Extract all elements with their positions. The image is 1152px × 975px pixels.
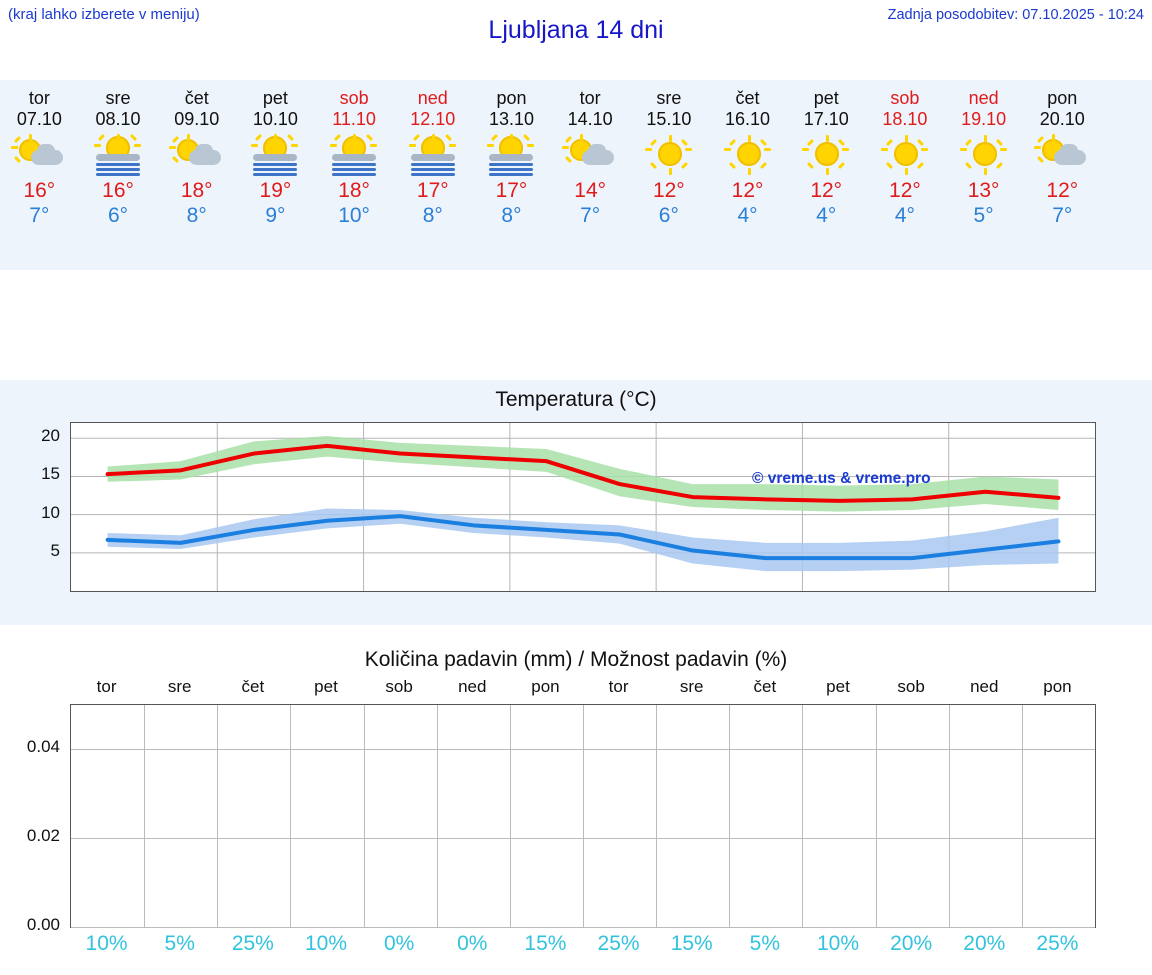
forecast-day-tmin: 8° bbox=[186, 204, 207, 227]
weather-icon-sun-cloud bbox=[11, 134, 67, 174]
temperature-y-tick: 20 bbox=[41, 426, 60, 446]
precipitation-y-tick: 0.02 bbox=[26, 826, 60, 846]
precipitation-x-tick: sob bbox=[385, 677, 413, 696]
forecast-day-card[interactable] bbox=[1023, 80, 1102, 270]
precipitation-x-tick: tor bbox=[96, 677, 117, 696]
forecast-day-icon-wrap bbox=[315, 132, 394, 176]
precipitation-probability-value: 25% bbox=[231, 932, 274, 955]
forecast-day-card[interactable] bbox=[787, 80, 866, 270]
weather-icon-sun-cloud-rain bbox=[247, 134, 303, 174]
forecast-day-dow: pon bbox=[496, 88, 527, 108]
forecast-day-card[interactable] bbox=[79, 80, 158, 270]
forecast-day-dow: sob bbox=[339, 88, 369, 108]
forecast-day-tmax: 14° bbox=[574, 179, 607, 202]
weather-icon-sun bbox=[641, 134, 697, 174]
forecast-day-card[interactable] bbox=[866, 80, 945, 270]
precipitation-probability-value: 15% bbox=[670, 932, 713, 955]
precipitation-x-tick: čet bbox=[753, 677, 777, 696]
forecast-day-dow: čet bbox=[184, 88, 209, 108]
precipitation-x-tick: ned bbox=[970, 677, 999, 696]
forecast-day-dow: pon bbox=[1047, 88, 1078, 108]
forecast-day-date: 07.10 bbox=[16, 109, 62, 129]
forecast-day-tmax: 19° bbox=[259, 179, 292, 202]
weather-icon-sun bbox=[877, 134, 933, 174]
forecast-day-date: 12.10 bbox=[410, 109, 456, 129]
forecast-day-date: 08.10 bbox=[95, 109, 141, 129]
forecast-day-dow: sob bbox=[890, 88, 920, 108]
forecast-day-card[interactable] bbox=[551, 80, 630, 270]
precipitation-probability-value: 10% bbox=[304, 932, 348, 955]
forecast-day-card[interactable] bbox=[0, 80, 79, 270]
forecast-day-tmax: 16° bbox=[23, 179, 56, 202]
weather-icon-sun-cloud-rain bbox=[90, 134, 146, 174]
forecast-day-tmax: 18° bbox=[180, 179, 213, 202]
forecast-day-icon-wrap bbox=[1023, 132, 1102, 176]
forecast-day-date: 11.10 bbox=[332, 109, 376, 129]
precipitation-probability-value: 10% bbox=[85, 932, 128, 955]
precipitation-x-tick: pet bbox=[314, 677, 338, 696]
forecast-day-tmin: 7° bbox=[1052, 204, 1073, 227]
forecast-day-card[interactable] bbox=[236, 80, 315, 270]
precipitation-x-tick: čet bbox=[241, 677, 265, 696]
precipitation-x-tick: ned bbox=[458, 677, 487, 696]
forecast-day-icon-wrap bbox=[236, 132, 315, 176]
weather-icon-sun-cloud bbox=[562, 134, 618, 174]
forecast-day-icon-wrap bbox=[787, 132, 866, 176]
precipitation-x-tick: pon bbox=[531, 677, 560, 696]
precipitation-y-tick: 0.00 bbox=[26, 915, 60, 934]
precipitation-chart bbox=[0, 632, 1152, 975]
forecast-day-icon-wrap bbox=[79, 132, 158, 176]
page-title: Ljubljana 14 dni bbox=[488, 16, 664, 44]
forecast-day-date: 19.10 bbox=[961, 109, 1007, 129]
precipitation-probability-value: 25% bbox=[1036, 932, 1079, 955]
forecast-day-icon-wrap bbox=[708, 132, 787, 176]
forecast-day-date: 09.10 bbox=[174, 109, 220, 129]
forecast-day-tmax: 17° bbox=[495, 179, 528, 202]
menu-hint[interactable]: (kraj lahko izberete v meniju) bbox=[8, 6, 200, 23]
temperature-plot-area bbox=[70, 422, 1096, 592]
weather-icon-sun-cloud-rain bbox=[405, 134, 461, 174]
precipitation-probability-value: 15% bbox=[524, 932, 567, 955]
precipitation-plot-area bbox=[70, 704, 1096, 928]
daily-forecast-strip bbox=[0, 80, 1152, 270]
forecast-day-dow: pet bbox=[262, 88, 288, 108]
forecast-day-tmax: 12° bbox=[731, 179, 764, 202]
weather-icon-sun bbox=[720, 134, 776, 174]
forecast-day-tmax: 12° bbox=[810, 179, 843, 202]
forecast-day-tmin: 4° bbox=[816, 204, 837, 227]
precipitation-chart-title: Količina padavin (mm) / Možnost padavin (%) bbox=[364, 648, 788, 671]
temperature-y-tick: 15 bbox=[41, 464, 60, 484]
forecast-day-tmax: 17° bbox=[416, 179, 449, 202]
copyright-label: © vreme.us & vreme.pro bbox=[752, 470, 931, 487]
temperature-chart-title: Temperatura (°C) bbox=[495, 388, 657, 411]
forecast-day-date: 15.10 bbox=[646, 109, 692, 129]
forecast-day-date: 20.10 bbox=[1039, 109, 1085, 129]
precipitation-x-tick: sre bbox=[679, 677, 704, 696]
forecast-day-tmax: 12° bbox=[889, 179, 921, 202]
forecast-day-tmax: 12° bbox=[1046, 179, 1079, 202]
temperature-y-tick: 5 bbox=[50, 540, 60, 560]
precipitation-probability-value: 5% bbox=[749, 932, 781, 955]
forecast-day-dow: čet bbox=[735, 88, 760, 108]
forecast-day-tmin: 6° bbox=[107, 204, 129, 227]
precipitation-probability-value: 25% bbox=[597, 932, 640, 955]
forecast-day-dow: ned bbox=[968, 88, 999, 108]
forecast-day-tmax: 18° bbox=[338, 179, 370, 202]
precipitation-x-tick: pon bbox=[1043, 677, 1072, 696]
forecast-day-icon-wrap bbox=[0, 132, 79, 176]
temperature-chart bbox=[0, 380, 1152, 625]
precipitation-probability-value: 20% bbox=[963, 932, 1006, 955]
forecast-day-icon-wrap bbox=[472, 132, 551, 176]
forecast-day-card[interactable] bbox=[630, 80, 709, 270]
forecast-day-icon-wrap bbox=[866, 132, 945, 176]
forecast-day-tmin: 10° bbox=[338, 204, 370, 227]
forecast-day-card[interactable] bbox=[393, 80, 472, 270]
forecast-day-dow: ned bbox=[417, 88, 448, 108]
forecast-day-tmin: 7° bbox=[29, 204, 50, 227]
forecast-day-icon-wrap bbox=[393, 132, 472, 176]
precipitation-x-tick: pet bbox=[826, 677, 850, 696]
forecast-day-date: 10.10 bbox=[252, 109, 298, 129]
precipitation-x-tick: sob bbox=[897, 677, 925, 696]
forecast-day-date: 14.10 bbox=[567, 109, 613, 129]
forecast-day-card[interactable] bbox=[472, 80, 551, 270]
forecast-day-tmin: 4° bbox=[737, 204, 758, 227]
weather-icon-sun-cloud bbox=[1034, 134, 1090, 174]
weather-icon-sun bbox=[956, 134, 1012, 174]
precipitation-x-tick: sre bbox=[167, 677, 192, 696]
forecast-day-tmin: 4° bbox=[894, 204, 915, 227]
weather-icon-sun bbox=[798, 134, 854, 174]
forecast-day-icon-wrap bbox=[944, 132, 1023, 176]
forecast-day-dow: tor bbox=[28, 88, 50, 108]
forecast-day-icon-wrap bbox=[551, 132, 630, 176]
forecast-day-card[interactable] bbox=[944, 80, 1023, 270]
precipitation-probability-value: 0% bbox=[383, 932, 415, 955]
page-header bbox=[0, 0, 1152, 62]
forecast-day-dow: pet bbox=[813, 88, 839, 108]
weather-icon-sun-cloud-rain bbox=[483, 134, 539, 174]
weather-icon-sun-cloud-rain bbox=[326, 134, 382, 174]
precipitation-y-tick: 0.04 bbox=[26, 737, 60, 757]
precipitation-probability-value: 5% bbox=[164, 932, 195, 955]
forecast-day-tmax: 12° bbox=[652, 179, 685, 202]
last-update-label: Zadnja posodobitev: 07.10.2025 - 10:24 bbox=[887, 7, 1144, 23]
forecast-day-tmin: 6° bbox=[658, 204, 679, 227]
forecast-day-card[interactable] bbox=[708, 80, 787, 270]
forecast-day-icon-wrap bbox=[630, 132, 709, 176]
weather-icon-sun-cloud bbox=[169, 134, 225, 174]
forecast-day-card[interactable] bbox=[157, 80, 236, 270]
forecast-day-dow: tor bbox=[579, 88, 601, 108]
forecast-day-tmin: 9° bbox=[265, 204, 286, 227]
forecast-day-tmin: 8° bbox=[501, 204, 522, 227]
precipitation-probability-value: 20% bbox=[890, 932, 933, 955]
forecast-day-dow: sre bbox=[105, 88, 131, 108]
forecast-day-tmax: 13° bbox=[967, 179, 1000, 202]
forecast-day-date: 18.10 bbox=[882, 109, 928, 129]
precipitation-probability-value: 0% bbox=[457, 932, 488, 955]
precipitation-probability-value: 10% bbox=[816, 932, 860, 955]
spacer bbox=[0, 270, 1152, 380]
forecast-day-date: 17.10 bbox=[803, 109, 849, 129]
forecast-day-date: 13.10 bbox=[488, 109, 534, 129]
forecast-day-dow: sre bbox=[656, 88, 682, 108]
precipitation-x-tick: tor bbox=[608, 677, 629, 696]
forecast-day-tmax: 16° bbox=[102, 179, 134, 202]
temperature-y-tick: 10 bbox=[41, 502, 60, 522]
forecast-day-icon-wrap bbox=[157, 132, 236, 176]
forecast-day-tmin: 8° bbox=[422, 204, 443, 227]
forecast-day-date: 16.10 bbox=[725, 109, 771, 129]
forecast-day-card[interactable] bbox=[315, 80, 394, 270]
forecast-day-tmin: 7° bbox=[580, 204, 601, 227]
temperature-series-svg bbox=[71, 423, 1095, 591]
forecast-day-tmin: 5° bbox=[973, 204, 994, 227]
